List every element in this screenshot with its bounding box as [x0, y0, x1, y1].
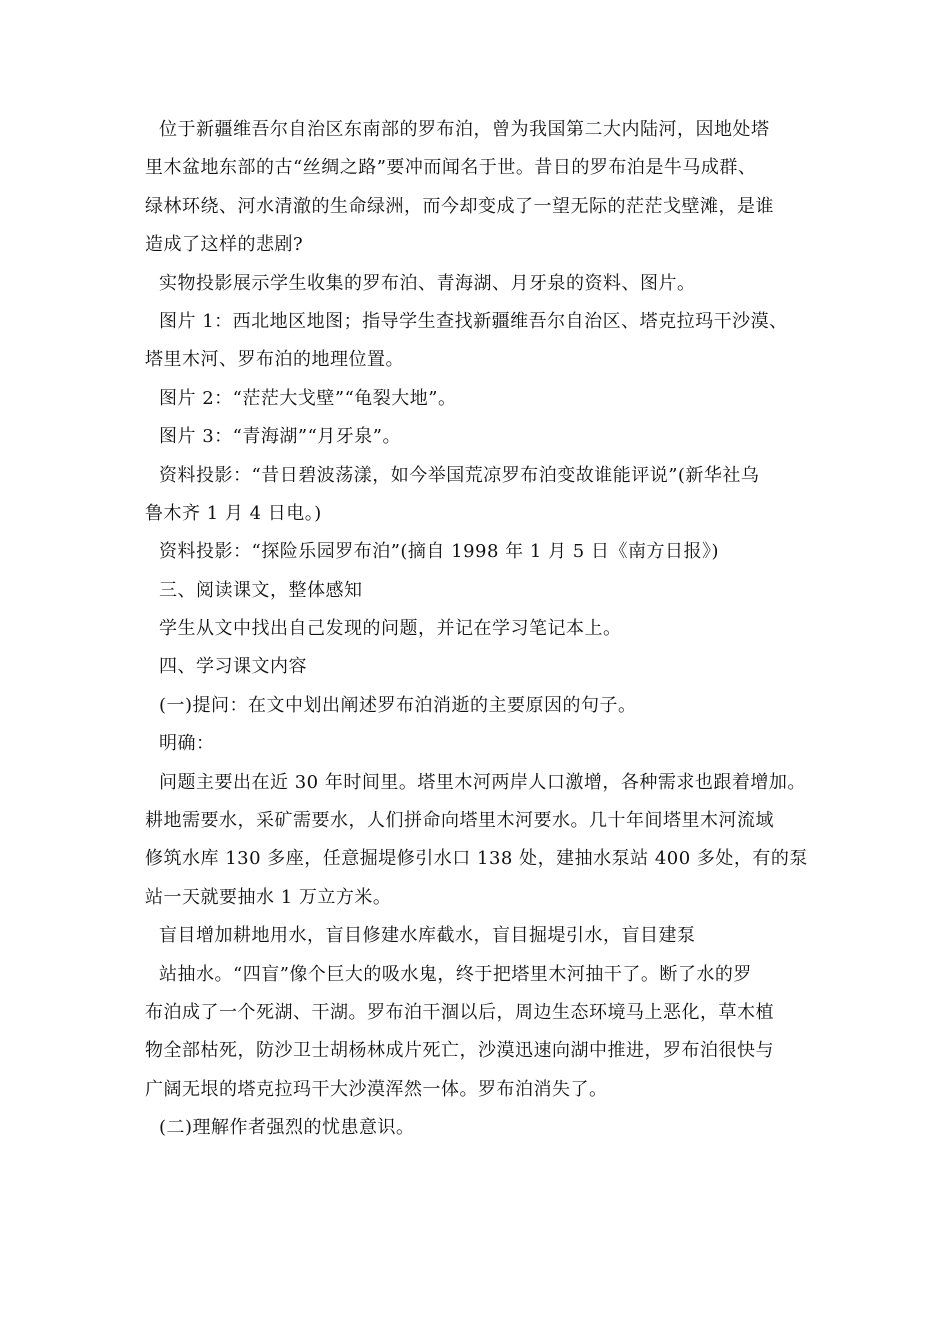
text-line-22: 盲目增加耕地用水，盲目修建水库截水，盲目掘堤引水，盲目建泵 — [159, 925, 696, 947]
document-page — [145, 118, 817, 1155]
text-line-23: 站抽水。“四盲”像个巨大的吸水鬼，终于把塔里木河抽干了。断了水的罗 — [159, 963, 752, 985]
text-line-1: 位于新疆维吾尔自治区东南部的罗布泊，曾为我国第二大内陆河，因地处塔 — [159, 119, 770, 140]
sub-heading-2: (二)理解作者强烈的忧患意识。 — [159, 1117, 415, 1139]
text-line-20: 修筑水库 130 多座，任意掘堤修引水口 138 处，建抽水泵站 400 多处，有的泵 — [145, 848, 808, 870]
question-line: (一)提问：在文中划出阐述罗布泊消逝的主要原因的句子。 — [159, 694, 637, 716]
text-line-5: 实物投影展示学生收集的罗布泊、青海湖、月牙泉的资料、图片。 — [159, 272, 696, 294]
text-line-21: 站一天就要抽水 1 万立方米。 — [145, 886, 392, 908]
text-line-9: 图片 3：“青海湖”“月牙泉”。 — [159, 426, 401, 448]
text-line-7: 塔里木河、罗布泊的地理位置。 — [145, 349, 404, 371]
section-heading-4: 四、学习课文内容 — [159, 656, 307, 678]
text-line-6: 图片 1：西北地区地图；指导学生查找新疆维吾尔自治区、塔克拉玛干沙漠、 — [159, 310, 788, 332]
text-line-10: 资料投影：“昔日碧波荡漾，如今举国荒凉罗布泊变故谁能评说”(新华社乌 — [159, 464, 760, 486]
text-line-18: 问题主要出在近 30 年时间里。塔里木河两岸人口激增，各种需求也跟着增加。 — [159, 771, 806, 793]
text-line-26: 广阔无垠的塔克拉玛干大沙漠浑然一体。罗布泊消失了。 — [145, 1078, 608, 1100]
text-line-19: 耕地需要水，采矿需要水，人们拼命向塔里木河要水。几十年间塔里木河流域 — [145, 810, 774, 832]
text-line-11: 鲁木齐 1 月 4 日电。) — [145, 502, 322, 524]
section-heading-3: 三、阅读课文，整体感知 — [159, 579, 363, 601]
text-line-12: 资料投影：“探险乐园罗布泊”(摘自 1998 年 1 月 5 日《南方日报》) — [159, 541, 719, 563]
text-line-14: 学生从文中找出自己发现的问题，并记在学习笔记本上。 — [159, 618, 622, 640]
text-line-24: 布泊成了一个死湖、干湖。罗布泊干涸以后，周边生态环境马上恶化，草木植 — [145, 1001, 774, 1023]
answer-label: 明确： — [159, 733, 215, 755]
text-line-8: 图片 2：“茫茫大戈壁”“龟裂大地”。 — [159, 387, 457, 409]
text-line-2: 里木盆地东部的古“丝绸之路”要冲而闻名于世。昔日的罗布泊是牛马成群、 — [145, 157, 757, 179]
text-line-25: 物全部枯死，防沙卫士胡杨林成片死亡，沙漠迅速向湖中推进，罗布泊很快与 — [145, 1040, 774, 1062]
text-line-4: 造成了这样的悲剧? — [145, 234, 304, 256]
text-line-3: 绿林环绕、河水清澈的生命绿洲，而今却变成了一望无际的茫茫戈壁滩，是谁 — [145, 195, 774, 217]
